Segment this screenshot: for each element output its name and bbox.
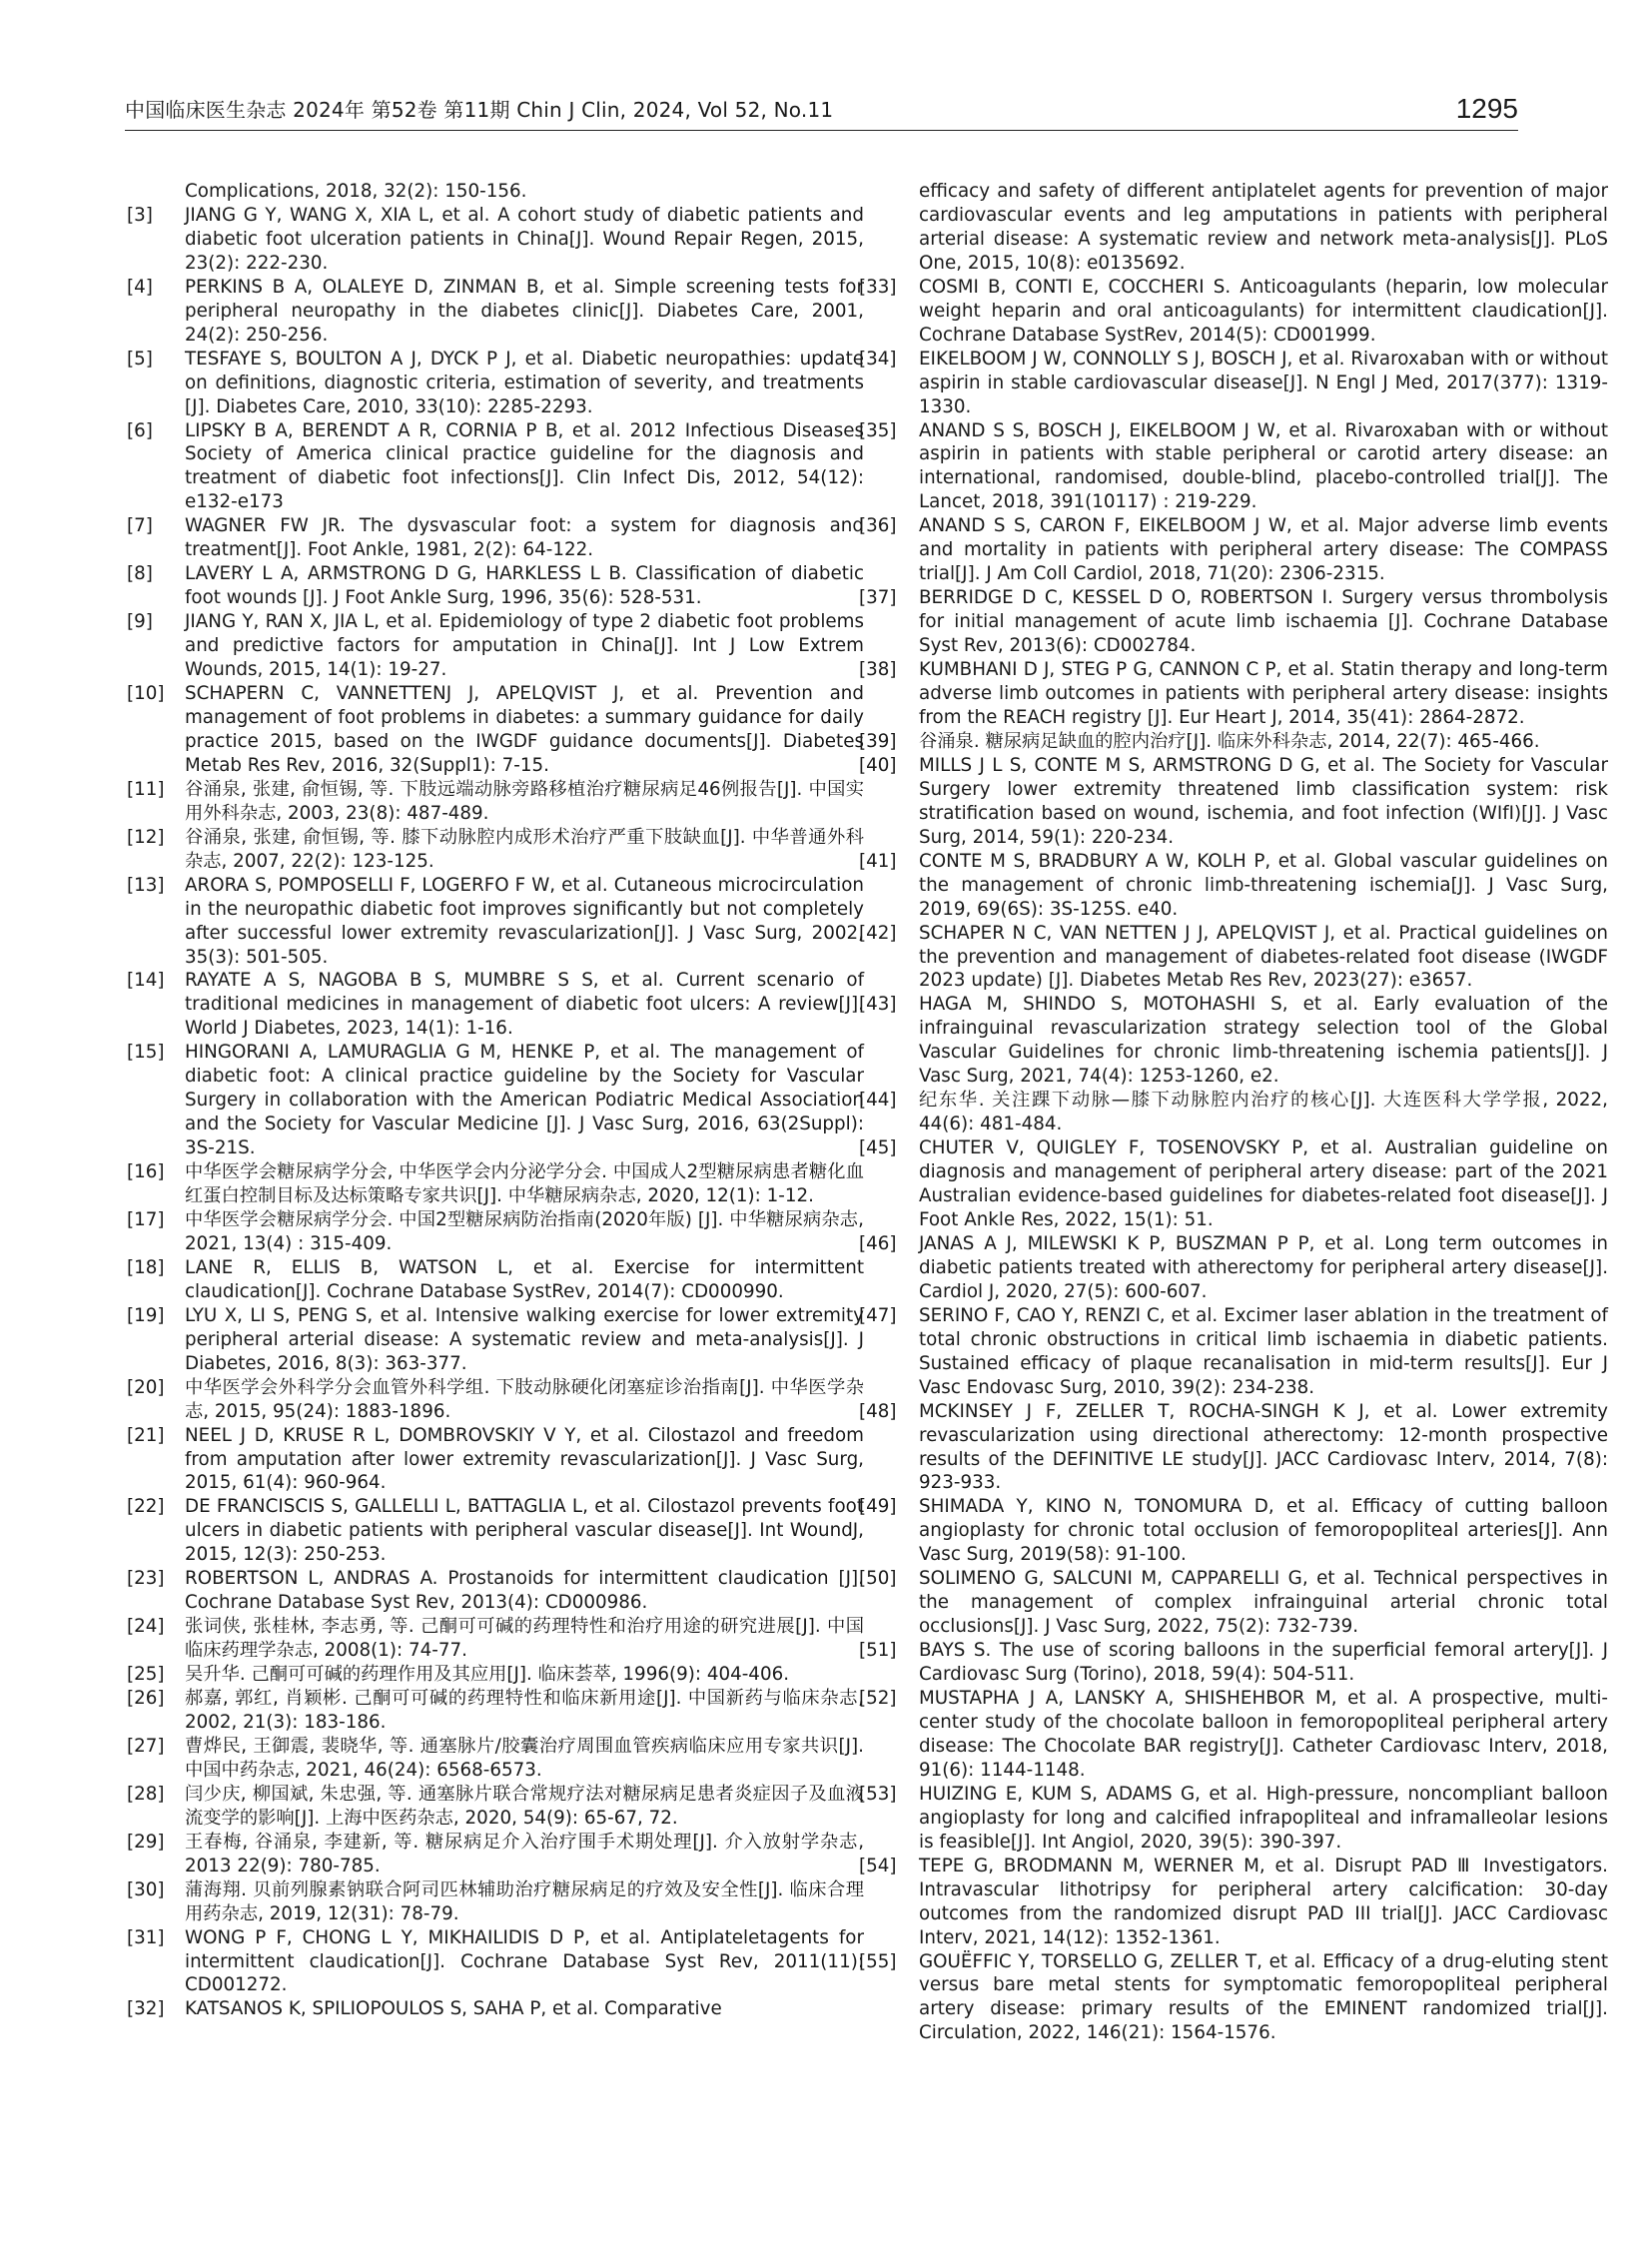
reference-entry <box>859 1232 1608 1304</box>
reference-text: HINGORANI A, LAMURAGLIA G M, HENKE P, et al. The management of diabetic foot: A clinical practice guideline by the Society for Vascular Surgery in collaboration with the American Podiatric Medical Association and the Society for Vascular Medicine [J]. J Vasc Surg, 2016, 63(2Suppl): 3S-21S. <box>185 1042 864 1159</box>
reference-number: [30] <box>127 1878 165 1900</box>
reference-number: [12] <box>127 826 165 848</box>
reference-text: PERKINS B A, OLALEYE D, ZINMAN B, et al. Simple screening tests for peripheral neuropathy in the diabetes clinic[J]. Diabetes Care, 2001, 24(2): 250-256. <box>185 276 864 346</box>
reference-text: 王春梅, 谷涌泉, 李建新, 等. 糖尿病足介入治疗围手术期处理[J]. 介入放射学杂志, 2013 22(9): 780-785. <box>185 1831 864 1876</box>
reference-text: 蒲海翔. 贝前列腺素钠联合阿司匹林辅助治疗糖尿病足的疗效及安全性[J]. 临床合理用药杂志, 2019, 12(31): 78-79. <box>185 1878 864 1924</box>
reference-number: [39] <box>859 730 897 752</box>
reference-text: GOUËFFIC Y, TORSELLO G, ZELLER T, et al. Efficacy of a drug-eluting stent versus bare metal stents for symptomatic femoropopliteal peripheral artery disease: primary results of the EMINENT randomized trial[J]. Circulation, 2022, 146(21): 1564-1576. <box>919 1950 1608 2044</box>
reference-entry <box>125 1783 864 1831</box>
reference-number: [44] <box>859 1090 897 1112</box>
reference-entry <box>125 1878 864 1926</box>
reference-number: [8] <box>127 563 153 585</box>
reference-text: EIKELBOOM J W, CONNOLLY S J, BOSCH J, et al. Rivaroxaban with or without aspirin in stable cardiovascular disease[J]. N Engl J Med, 2017(377): 1319-1330. <box>919 348 1608 417</box>
reference-text: SOLIMENO G, SALCUNI M, CAPPARELLI G, et al. Technical perspectives in the management of complex infrainguinal arterial chronic total occlusions[J]. J Vasc Surg, 2022, 75(2): 732-739. <box>919 1568 1608 1638</box>
reference-entry <box>859 1136 1608 1232</box>
reference-text: WAGNER FW JR. The dysvascular foot: a system for diagnosis and treatment[J]. Foot Ankle, 1981, 2(2): 64-122. <box>185 515 864 561</box>
page-number: 1295 <box>1455 93 1518 124</box>
reference-entry <box>125 1495 864 1567</box>
reference-text: LAVERY L A, ARMSTRONG D G, HARKLESS L B. Classification of diabetic foot wounds [J]. J Foot Ankle Surg, 1996, 35(6): 528-531. <box>185 563 864 609</box>
reference-entry <box>125 610 864 682</box>
reference-text: 曹烨民, 王御震, 裴晓华, 等. 通塞脉片/胶囊治疗周围血管疾病临床应用专家共识[J]. 中国中药杂志, 2021, 46(24): 6568-6573. <box>185 1735 864 1781</box>
reference-entry <box>125 1304 864 1376</box>
right-reference-column <box>859 180 1608 2045</box>
reference-entry <box>125 1831 864 1878</box>
reference-entry <box>125 348 864 419</box>
reference-text: ROBERTSON L, ANDRAS A. Prostanoids for intermittent claudication [J]. Cochrane Database Syst Rev, 2013(4): CD000986. <box>185 1568 864 1614</box>
reference-text: ARORA S, POMPOSELLI F, LOGERFO F W, et al. Cutaneous microcirculation in the neuropathic diabetic foot improves significantly but not completely after successful lower extremity revascularization[J]. J Vasc Surg, 2002, 35(3): 501-505. <box>185 874 864 968</box>
reference-text: TEPE G, BRODMANN M, WERNER M, et al. Disrupt PAD Ⅲ Investigators. Intravascular lithotripsy for peripheral artery calcification: 30-day outcomes from the randomized disrupt PAD III trial[J]. JACC Cardiovasc Interv, 2021, 14(12): 1352-1361. <box>919 1855 1608 1948</box>
reference-number: [38] <box>859 659 897 681</box>
reference-text: HUIZING E, KUM S, ADAMS G, et al. High-pressure, noncompliant balloon angioplasty for long and calcified infrapopliteal and inframalleolar lesions is feasible[J]. Int Angiol, 2020, 39(5): 390-397. <box>919 1783 1608 1853</box>
continued-reference-text: Complications, 2018, 32(2): 150-156. <box>185 181 527 202</box>
reference-entry <box>125 1567 864 1615</box>
reference-text: HAGA M, SHINDO S, MOTOHASHI S, et al. Early evaluation of the infrainguinal revascularization strategy selection tool of the Global Vascular Guidelines for chronic limb-threatening ischemia patients[J]. J Vasc Surg, 2021, 74(4): 1253-1260, e2. <box>919 994 1608 1088</box>
reference-entry <box>859 993 1608 1089</box>
reference-entry <box>859 1567 1608 1639</box>
reference-text: 中华医学会外科学分会血管外科学组. 下肢动脉硬化闭塞症诊治指南[J]. 中华医学杂志, 2015, 95(24): 1883-1896. <box>185 1376 864 1422</box>
reference-text: TESFAYE S, BOULTON A J, DYCK P J, et al. Diabetic neuropathies: update on definitions, diagnostic criteria, estimation of severity, and treatments [J]. Diabetes Care, 2010, 33(10): 2285-2293. <box>185 348 864 417</box>
reference-entry <box>859 419 1608 515</box>
reference-number: [37] <box>859 587 897 609</box>
reference-number: [24] <box>127 1616 165 1638</box>
reference-number: [34] <box>859 348 897 370</box>
reference-entry <box>859 1089 1608 1136</box>
reference-text: LYU X, LI S, PENG S, et al. Intensive walking exercise for lower extremity peripheral arterial disease: A systematic review and meta-analysis[J]. J Diabetes, 2016, 8(3): 363-377. <box>185 1304 864 1374</box>
reference-text: KUMBHANI D J, STEG P G, CANNON C P, et al. Statin therapy and long-term adverse limb outcomes in patients with peripheral artery disease: insights from the REACH registry [J]. Eur Heart J, 2014, 35(41): 2864-2872. <box>919 659 1608 728</box>
reference-text: JIANG Y, RAN X, JIA L, et al. Epidemiology of type 2 diabetic foot problems and predictive factors for amputation in China[J]. Int J Low Extrem Wounds, 2015, 14(1): 19-27. <box>185 611 864 681</box>
reference-number: [27] <box>127 1735 165 1757</box>
reference-number: [50] <box>859 1568 897 1590</box>
reference-text: NEEL J D, KRUSE R L, DOMBROVSKIY V Y, et al. Cilostazol and freedom from amputation after lower extremity revascularization[J]. J Vasc Surg, 2015, 61(4): 960-964. <box>185 1424 864 1494</box>
reference-number: [32] <box>127 1998 165 2020</box>
reference-entry <box>125 1256 864 1304</box>
reference-text: ANAND S S, CARON F, EIKELBOOM J W, et al. Major adverse limb events and mortality in patients with peripheral artery disease: The COMPASS trial[J]. J Am Coll Cardiol, 2018, 71(20): 2306-2315. <box>919 515 1608 585</box>
reference-text: 中华医学会糖尿病学分会, 中华医学会内分泌学分会. 中国成人2型糖尿病患者糖化血红蛋白控制目标及达标策略专家共识[J]. 中华糖尿病杂志, 2020, 12(1): 1-12. <box>185 1161 864 1207</box>
reference-number: [4] <box>127 276 153 298</box>
reference-number: [43] <box>859 994 897 1016</box>
reference-entry <box>859 514 1608 586</box>
reference-text: DE FRANCISCIS S, GALLELLI L, BATTAGLIA L, et al. Cilostazol prevents foot ulcers in diabetic patients with peripheral vascular disease[J]. Int WoundJ, 2015, 12(3): 250-253. <box>185 1496 864 1566</box>
reference-number: [46] <box>859 1232 897 1254</box>
reference-number: [7] <box>127 515 153 537</box>
reference-entry <box>125 826 864 874</box>
reference-entry <box>125 1208 864 1256</box>
continued-reference-text: efficacy and safety of different antiplatelet agents for prevention of major cardiovascular events and leg amputations in patients with peripheral arterial disease: A systematic review and network meta-analysis[J]. PLoS One, 2015, 10(8): e0135692. <box>919 181 1608 274</box>
reference-entry <box>859 586 1608 658</box>
reference-number: [26] <box>127 1688 165 1710</box>
reference-entry <box>125 1615 864 1663</box>
reference-number: [21] <box>127 1424 165 1446</box>
reference-entry <box>859 850 1608 922</box>
reference-number: [53] <box>859 1783 897 1805</box>
reference-number: [10] <box>127 683 165 705</box>
reference-text: BERRIDGE D C, KESSEL D O, ROBERTSON I. Surgery versus thrombolysis for initial management of acute limb ischaemia [J]. Cochrane Database Syst Rev, 2013(6): CD002784. <box>919 587 1608 657</box>
reference-text: ANAND S S, BOSCH J, EIKELBOOM J W, et al. Rivaroxaban with or without aspirin in patients with stable peripheral or carotid artery disease: an international, randomised, double-blind, placebo-controlled trial[J]. The Lancet, 2018, 391(10117) : 219-229. <box>919 419 1608 513</box>
reference-number: [45] <box>859 1137 897 1159</box>
reference-number: [47] <box>859 1304 897 1326</box>
reference-text: SERINO F, CAO Y, RENZI C, et al. Excimer laser ablation in the treatment of total chronic obstructions in critical limb ischaemia in diabetic patients. Sustained efficacy of plaque recanalisation in mid-term results[J]. Eur J Vasc Endovasc Surg, 2010, 39(2): 234-238. <box>919 1304 1608 1398</box>
reference-text: CHUTER V, QUIGLEY F, TOSENOVSKY P, et al. Australian guideline on diagnosis and management of peripheral artery disease: part of the 2021 Australian evidence-based guidelines for diabetes-related foot disease[J]. J Foot Ankle Res, 2022, 15(1): 51. <box>919 1137 1608 1230</box>
reference-entry <box>859 730 1608 754</box>
reference-entry <box>125 874 864 970</box>
reference-number: [13] <box>127 874 165 896</box>
reference-entry <box>125 969 864 1041</box>
reference-text: LIPSKY B A, BERENDT A R, CORNIA P B, et al. 2012 Infectious Diseases Society of America clinical practice guideline for the diagnosis and treatment of diabetic foot infections[J]. Clin Infect Dis, 2012, 54(12): e132-e173 <box>185 419 864 513</box>
reference-number: [48] <box>859 1400 897 1422</box>
reference-entry <box>125 1997 864 2021</box>
reference-entry <box>859 276 1608 348</box>
reference-entry <box>125 1926 864 1998</box>
reference-entry <box>859 348 1608 419</box>
reference-entry <box>125 514 864 562</box>
reference-number: [9] <box>127 611 153 633</box>
reference-number: [54] <box>859 1855 897 1876</box>
reference-text: KATSANOS K, SPILIOPOULOS S, SAHA P, et al. Comparative <box>185 1998 722 2020</box>
reference-entry <box>125 276 864 348</box>
reference-text: 谷涌泉, 张建, 俞恒锡, 等. 下肢远端动脉旁路移植治疗糖尿病足46例报告[J]. 中国实用外科杂志, 2003, 23(8): 487-489. <box>185 778 864 824</box>
reference-entry <box>125 1663 864 1687</box>
reference-entry <box>859 1400 1608 1496</box>
reference-entry <box>859 1783 1608 1855</box>
reference-text: 纪东华. 关注踝下动脉—膝下动脉腔内治疗的核心[J]. 大连医科大学学报, 2022, 44(6): 481-484. <box>919 1090 1608 1135</box>
reference-number: [14] <box>127 970 165 992</box>
reference-number: [6] <box>127 419 153 441</box>
reference-text: JANAS A J, MILEWSKI K P, BUSZMAN P P, et al. Long term outcomes in diabetic patients treated with atherectomy for peripheral artery disease[J]. Cardiol J, 2020, 27(5): 600-607. <box>919 1232 1608 1302</box>
reference-number: [41] <box>859 850 897 872</box>
reference-text: CONTE M S, BRADBURY A W, KOLH P, et al. Global vascular guidelines on the management of chronic limb-threatening ischemia[J]. J Vasc Surg, 2019, 69(6S): 3S-125S. e40. <box>919 850 1608 920</box>
reference-entry <box>125 562 864 610</box>
reference-text: 张词侠, 张桂林, 李志勇, 等. 己酮可可碱的药理特性和治疗用途的研究进展[J]. 中国临床药理学杂志, 2008(1): 74-77. <box>185 1616 864 1662</box>
reference-text: WONG P F, CHONG L Y, MIKHAILIDIS D P, et al. Antiplateletagents for intermittent claudication[J]. Cochrane Database Syst Rev, 2011(11): CD001272. <box>185 1926 864 1996</box>
reference-number: [31] <box>127 1926 165 1948</box>
reference-entry <box>125 204 864 276</box>
reference-number: [42] <box>859 922 897 944</box>
reference-number: [25] <box>127 1664 165 1686</box>
reference-number: [49] <box>859 1496 897 1518</box>
reference-number: [17] <box>127 1208 165 1230</box>
reference-number: [18] <box>127 1256 165 1278</box>
reference-number: [5] <box>127 348 153 370</box>
reference-text: 谷涌泉, 张建, 俞恒锡, 等. 膝下动脉腔内成形术治疗严重下肢缺血[J]. 中华普通外科杂志, 2007, 22(2): 123-125. <box>185 826 864 872</box>
reference-entry <box>859 1687 1608 1783</box>
reference-text: LANE R, ELLIS B, WATSON L, et al. Exercise for intermittent claudication[J]. Cochrane Database SystRev, 2014(7): CD000990. <box>185 1256 864 1302</box>
reference-number: [16] <box>127 1161 165 1183</box>
reference-entry <box>859 922 1608 994</box>
reference-text: RAYATE A S, NAGOBA B S, MUMBRE S S, et al. Current scenario of traditional medicines in management of diabetic foot ulcers: A review[J]. World J Diabetes, 2023, 14(1): 1-16. <box>185 970 864 1040</box>
reference-text: 郝嘉, 郭红, 肖颖彬. 己酮可可碱的药理特性和临床新用途[J]. 中国新药与临床杂志, 2002, 21(3): 183-186. <box>185 1688 864 1733</box>
reference-number: [20] <box>127 1376 165 1398</box>
reference-number: [35] <box>859 419 897 441</box>
reference-number: [28] <box>127 1783 165 1805</box>
reference-number: [36] <box>859 515 897 537</box>
reference-text: JIANG G Y, WANG X, XIA L, et al. A cohort study of diabetic patients and diabetic foot ulceration patients in China[J]. Wound Repair Regen, 2015, 23(2): 222-230. <box>185 204 864 274</box>
reference-text: 谷涌泉. 糖尿病足缺血的腔内治疗[J]. 临床外科杂志, 2014, 22(7): 465-466. <box>919 730 1540 752</box>
reference-entry <box>859 1495 1608 1567</box>
reference-text: 吴升华. 己酮可可碱的药理作用及其应用[J]. 临床荟萃, 1996(9): 404-406. <box>185 1664 790 1686</box>
reference-entry <box>125 1041 864 1160</box>
reference-entry <box>125 682 864 778</box>
reference-entry <box>125 1160 864 1208</box>
reference-number: [22] <box>127 1496 165 1518</box>
reference-text: MILLS J L S, CONTE M S, ARMSTRONG D G, et al. The Society for Vascular Surgery lower extremity threatened limb classification system: risk stratification based on wound, ischemia, and foot infection (WIfI)[J]. J Vasc Surg, 2014, 59(1): 220-234. <box>919 754 1608 848</box>
reference-text: 闫少庆, 柳国斌, 朱忠强, 等. 通塞脉片联合常规疗法对糖尿病足患者炎症因子及血液流变学的影响[J]. 上海中医药杂志, 2020, 54(9): 65-67, 72. <box>185 1783 864 1829</box>
reference-entry <box>125 1424 864 1496</box>
reference-entry <box>859 754 1608 850</box>
reference-text: SCHAPER N C, VAN NETTEN J J, APELQVIST J, et al. Practical guidelines on the prevention and management of diabetes-related foot disease (IWGDF 2023 update) [J]. Diabetes Metab Res Rev, 2023(27): e3657. <box>919 922 1608 992</box>
reference-entry <box>859 1950 1608 2046</box>
reference-number: [23] <box>127 1568 165 1590</box>
reference-entry <box>125 1735 864 1783</box>
reference-text: MUSTAPHA J A, LANSKY A, SHISHEHBOR M, et al. A prospective, multi-center study of the chocolate balloon in femoropopliteal peripheral artery disease: The Chocolate BAR registry[J]. Catheter Cardiovasc Interv, 2018, 91(6): 1144-1148. <box>919 1688 1608 1781</box>
reference-number: [52] <box>859 1688 897 1710</box>
reference-entry <box>859 658 1608 730</box>
reference-number: [40] <box>859 754 897 776</box>
journal-citation: 中国临床医生杂志 2024年 第52卷 第11期 Chin J Clin, 2024, Vol 52, No.11 <box>125 98 834 122</box>
reference-number: [11] <box>127 778 165 800</box>
reference-entry <box>859 1855 1608 1950</box>
reference-number: [3] <box>127 204 153 226</box>
reference-text: BAYS S. The use of scoring balloons in the superficial femoral artery[J]. J Cardiovasc Surg (Torino), 2018, 59(4): 504-511. <box>919 1640 1608 1686</box>
reference-entry <box>859 1304 1608 1400</box>
reference-text: 中华医学会糖尿病学分会. 中国2型糖尿病防治指南(2020年版) [J]. 中华糖尿病杂志, 2021, 13(4) : 315-409. <box>185 1208 864 1254</box>
left-reference-column <box>125 180 864 2021</box>
reference-text: MCKINSEY J F, ZELLER T, ROCHA-SINGH K J, et al. Lower extremity revascularization using directional atherectomy: 12-month prospective results of the DEFINITIVE LE study[J]. JACC Cardiovasc Interv, 2014, 7(8): 923-933. <box>919 1400 1608 1494</box>
reference-number: [33] <box>859 276 897 298</box>
running-header <box>125 90 1518 131</box>
reference-text: COSMI B, CONTI E, COCCHERI S. Anticoagulants (heparin, low molecular weight heparin and oral anticoagulants) for intermittent claudication[J]. Cochrane Database SystRev, 2014(5): CD001999. <box>919 276 1608 346</box>
reference-entry <box>125 1687 864 1735</box>
reference-text: SHIMADA Y, KINO N, TONOMURA D, et al. Efficacy of cutting balloon angioplasty for chronic total occlusion of femoropopliteal arteries[J]. Ann Vasc Surg, 2019(58): 91-100. <box>919 1496 1608 1566</box>
reference-number: [51] <box>859 1640 897 1662</box>
reference-entry <box>125 1376 864 1424</box>
reference-text: SCHAPERN C, VANNETTENJ J, APELQVIST J, et al. Prevention and management of foot problems in diabetes: a summary guidance for daily practice 2015, based on the IWGDF guidance documents[J]. Diabetes Metab Res Rev, 2016, 32(Suppl1): 7-15. <box>185 683 864 776</box>
reference-entry <box>859 1639 1608 1687</box>
reference-entry <box>125 419 864 515</box>
reference-number: [19] <box>127 1304 165 1326</box>
reference-entry <box>125 778 864 826</box>
reference-number: [55] <box>859 1950 897 1972</box>
reference-number: [15] <box>127 1042 165 1064</box>
reference-number: [29] <box>127 1831 165 1853</box>
